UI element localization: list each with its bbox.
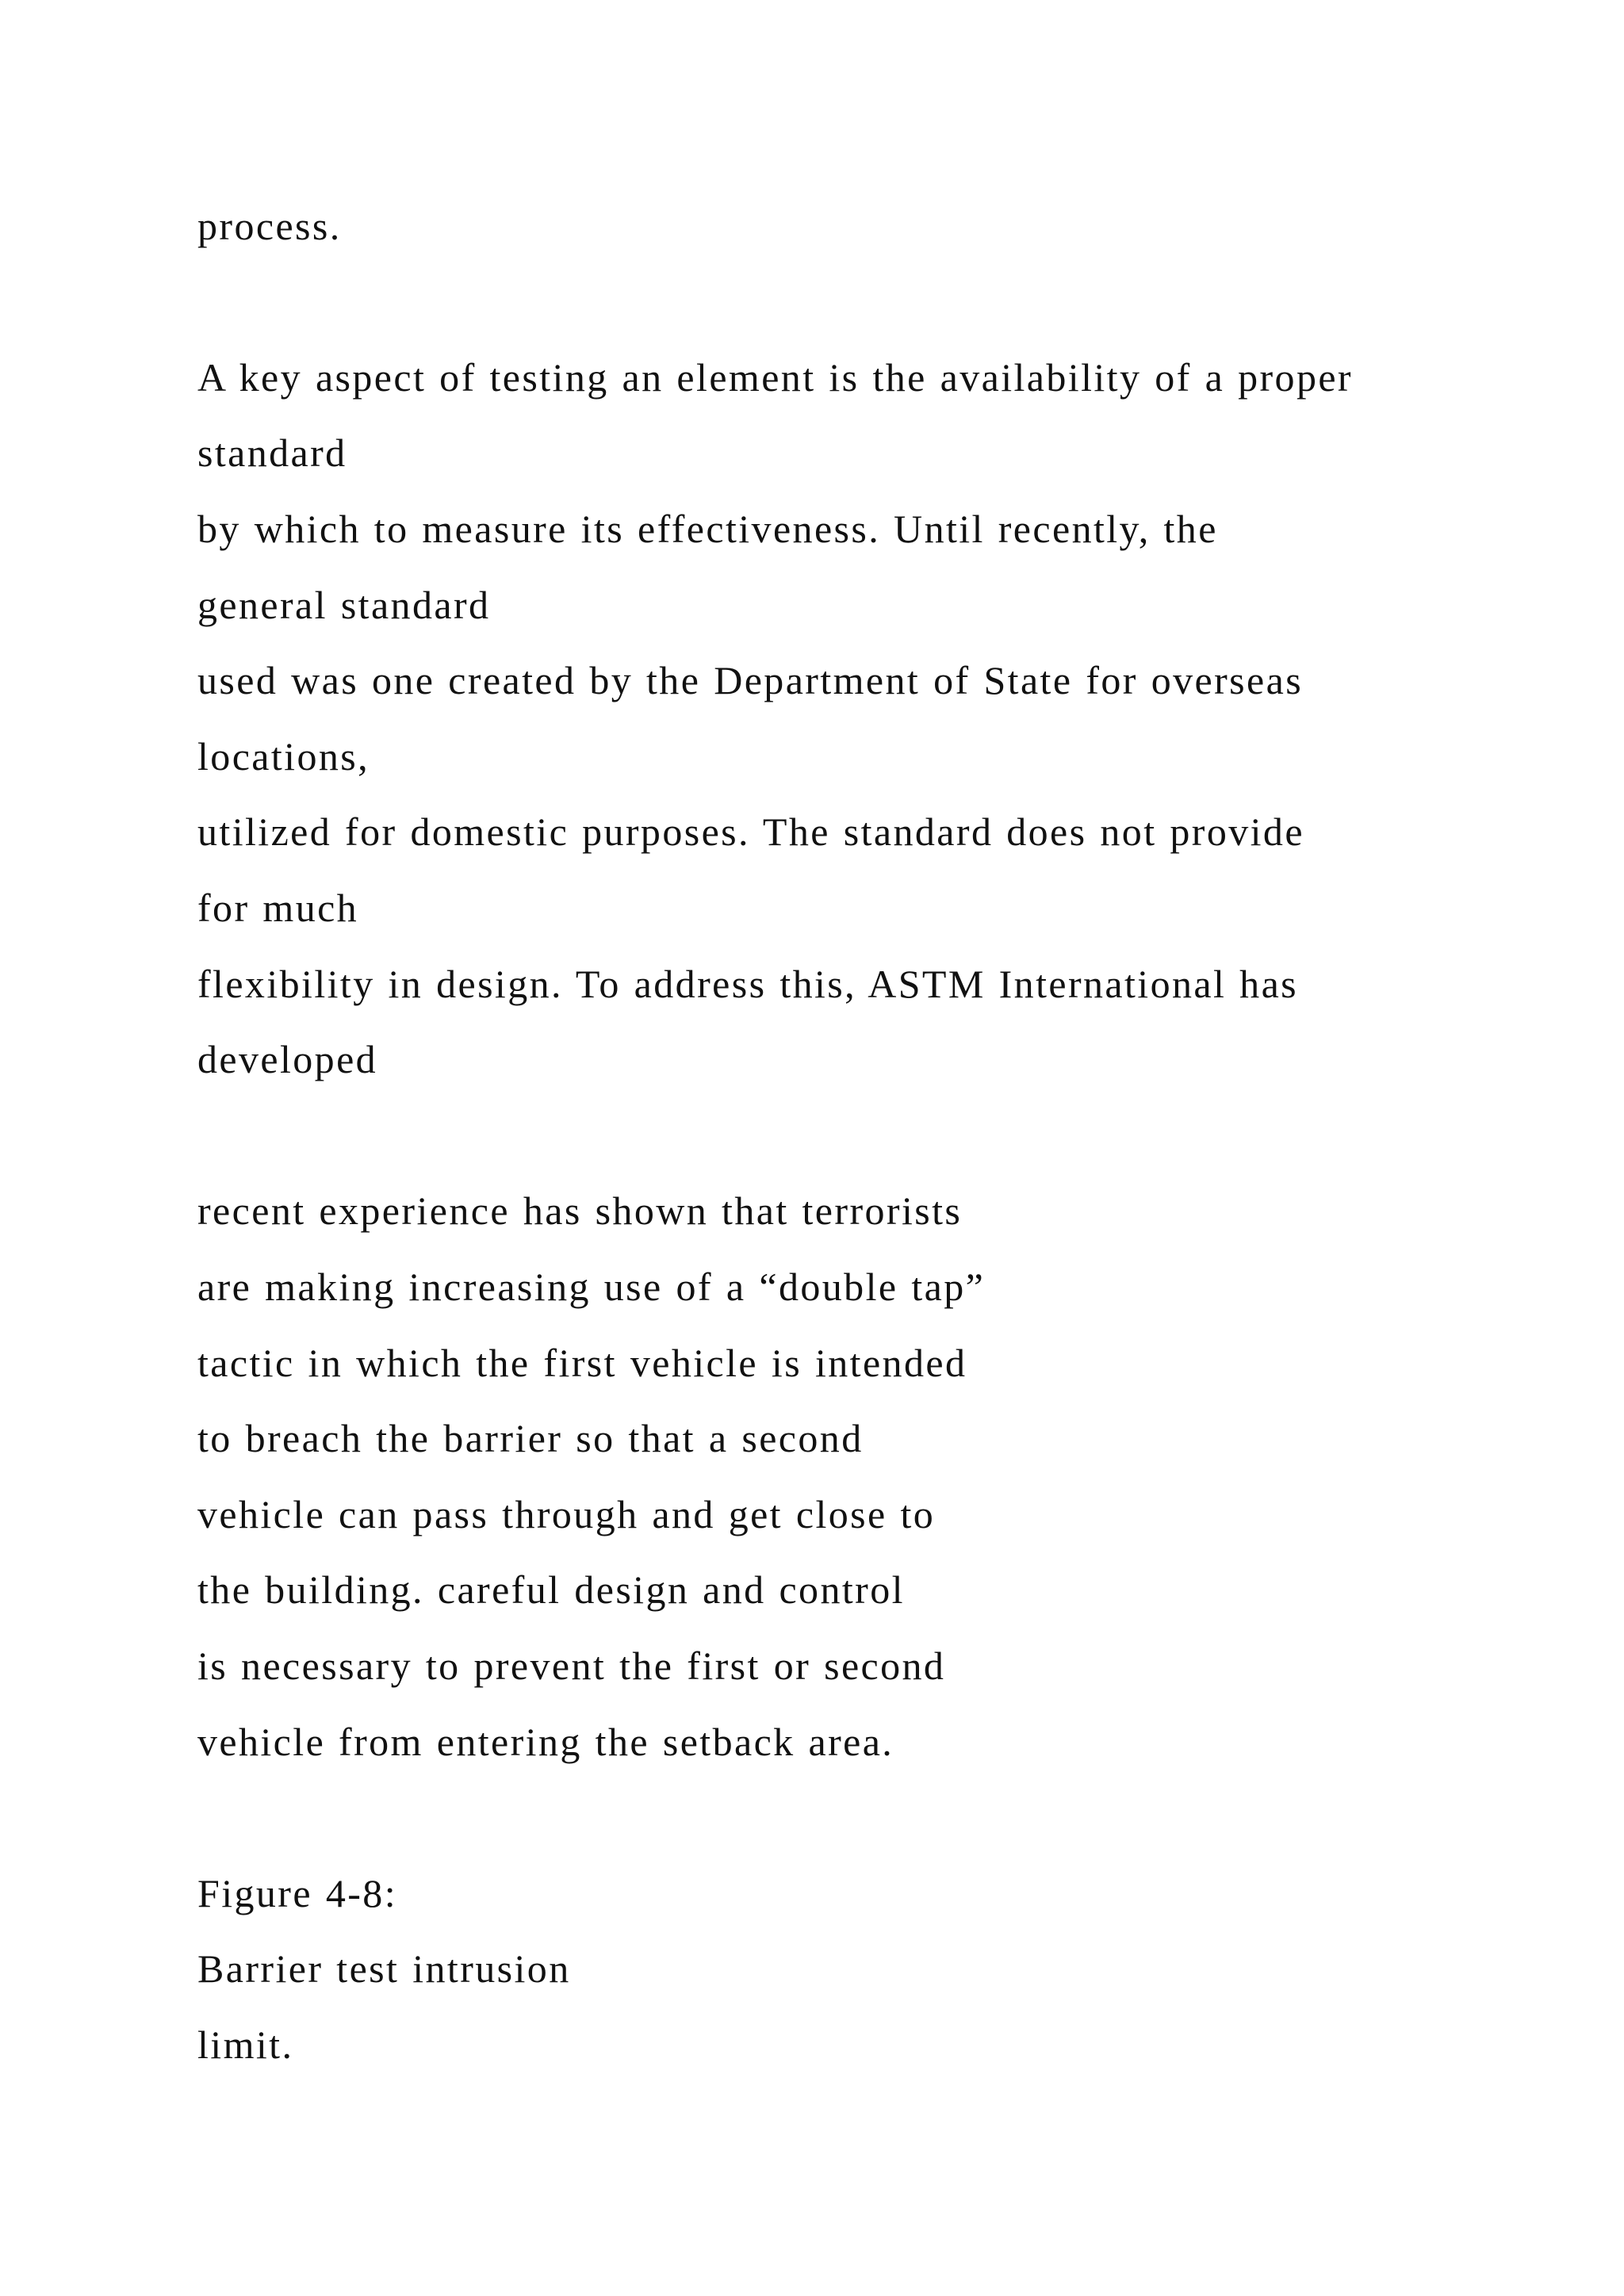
- text-line: flexibility in design. To address this, ASTM International has: [197, 962, 1299, 1006]
- text-line: are making increasing use of a “double tap”: [197, 1265, 986, 1309]
- text-line: by which to measure its effectiveness. Until recently, the: [197, 507, 1218, 551]
- text-line: A key aspect of testing an element is the availability of a proper: [197, 355, 1353, 400]
- text-line: locations,: [197, 734, 370, 779]
- text-line: tactic in which the first vehicle is intended: [197, 1341, 967, 1385]
- figure-caption-text: limit.: [197, 2022, 294, 2067]
- text-line: general standard: [197, 583, 491, 627]
- text-line: developed: [197, 1037, 378, 1081]
- text-line: is necessary to prevent the first or second: [197, 1644, 946, 1688]
- text-line: utilized for domestic purposes. The standard does not provide: [197, 809, 1304, 854]
- text-line: vehicle can pass through and get close to: [197, 1492, 936, 1536]
- text-line: process.: [197, 204, 342, 248]
- figure-caption-text: Barrier test intrusion: [197, 1946, 571, 1991]
- text-line: for much: [197, 886, 359, 930]
- text-line: to breach the barrier so that a second: [197, 1416, 864, 1460]
- text-line: recent experience has shown that terrorists: [197, 1188, 963, 1233]
- text-line: used was one created by the Department of State for overseas: [197, 658, 1304, 702]
- text-line: standard: [197, 430, 347, 475]
- text-line: vehicle from entering the setback area.: [197, 1720, 894, 1764]
- text-line: the building. careful design and control: [197, 1567, 905, 1612]
- figure-caption-label: Figure 4-8:: [197, 1871, 397, 1915]
